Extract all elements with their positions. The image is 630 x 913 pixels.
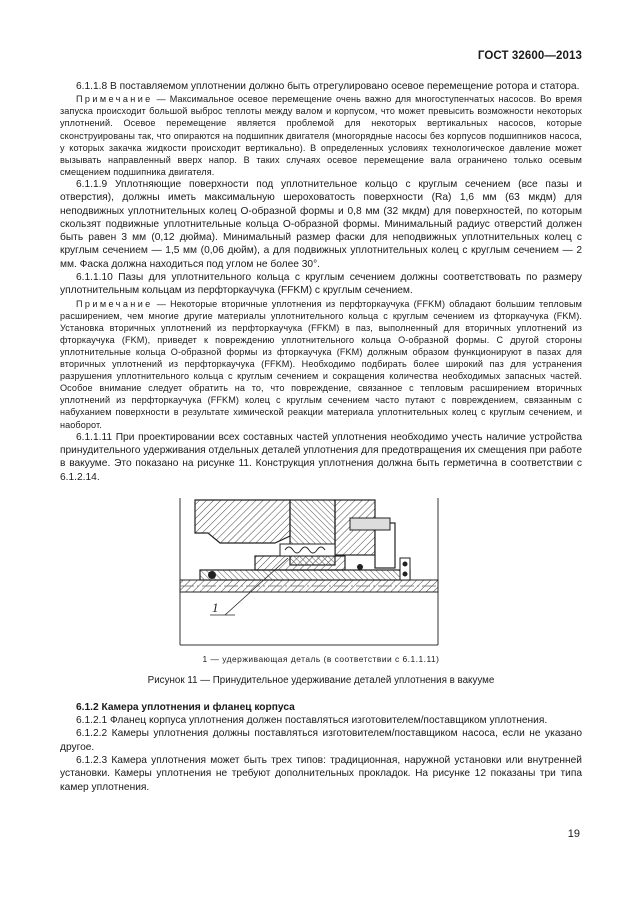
o-ring: [208, 571, 216, 579]
paragraph-6-1-1-11: 6.1.1.11 При проектировании всех составных частей уплотнения необходимо учесть наличие устройства принудительного удерживания отдельных деталей уплотнения для предотвращения их смещения при работе в вакууме. Это показано на рисунке 11. Конструкция уплотнения должна быть герметична в соответствии с 6.1.2.14.: [60, 431, 582, 483]
note-label: Примечание: [76, 94, 153, 105]
spring-holder: [280, 544, 335, 556]
figure-caption: Рисунок 11 — Принудительное удерживание деталей уплотнения в вакууме: [147, 674, 495, 686]
note-2: [60, 298, 582, 431]
paragraph-6-1-2-3: 6.1.2.3 Камера уплотнения может быть трех типов: традиционная, наружной установки или внутренней установки. Камеры уплотнения не требуют дополнительных прокладок. На рисунке 12 показаны три типа камер уплотнения.: [60, 755, 582, 793]
paragraph-6-1-1-9: 6.1.1.9 Уплотняющие поверхности под уплотнительное кольцо с круглым сечением (все пазы и отверстия), должны иметь максимальную шероховатость поверхности (Ra) 1,6 мм (63 мкдм) для неподвижных уплотнительных колец О-образной формы и 0,8 мм (32 мкдм) для поверхностей, по которым скользят подвижные уплотнительные кольца О-образной формы. Минимальный радиус отверстий должен быть равен 3 мм (0,12 дюйма). Минимальный размер фаски для неподвижных уплотнительных колец с круглым сечением — 1,5 мм (0,06 дюйм), а для подвижных уплотнительных колец с круглым сечением — 2 мм. Фаска должна находиться под углом не более 30°.: [60, 178, 582, 270]
rotating-ring: [255, 556, 345, 570]
page-number: 19: [567, 828, 580, 840]
document-body: [60, 80, 582, 794]
sleeve: [200, 570, 410, 580]
housing-block: [195, 500, 290, 543]
note-label: Примечание: [76, 298, 153, 309]
paragraph-6-1-2-1: 6.1.2.1 Фланец корпуса уплотнения должен поставляться изготовителем/поставщиком уплотнения.: [76, 715, 548, 727]
bolt: [350, 518, 390, 530]
seal-drawing: [60, 498, 582, 648]
set-screw: [400, 558, 410, 580]
section-heading-6-1-2: 6.1.2 Камера уплотнения и фланец корпуса: [76, 701, 295, 713]
note-text: — Некоторые вторичные уплотнения из перфторкаучука (FFKM) обладают большим тепловым расширением, чем многие другие материалы уплотнительного кольца с круглым сечением из фторкаучука (FKM). Установка вторичных уплотнений из перфторкаучука (FFKM) в паз, выполненный для вторичных уплотнений из фторкаучука (FKM), приведет к повреждению уплотнительного кольца О-образной формы. С другой стороны уплотнительные кольца О-образной формы из фторкаучука (FKM) должным образом функционируют в пазах для вторичных уплотнений из перфторкаучука (FFKM). Необходимо подбирать более широкий паз для устранения разрушения уплотнительного кольца с круглым сечением и сокращения количества необходимых запасных частей. Особое внимание следует обратить на то, что повреждение, связанное с тепловым расширением вторичных уплотнений из перфторкаучука (FFKM) колец с круглым сечением часто путают с повреждением, связанным с набуханием поверхности в результате химической реакции материала уплотнительных колец с круглым сечением, и наоборот.: [60, 298, 582, 430]
document-header: ГОСТ 32600—2013: [477, 50, 582, 62]
o-ring: [357, 564, 363, 570]
paragraph-6-1-1-8: 6.1.1.8 В поставляемом уплотнении должно быть отрегулировано осевое перемещение ротора и статора.: [76, 81, 580, 92]
callout-1: 1: [212, 599, 219, 615]
figure-legend: 1 — удерживающая деталь (в соответствии с 6.1.1.11): [202, 653, 440, 664]
note-1: [60, 93, 582, 178]
figure-11: [60, 498, 582, 648]
paragraph-6-1-1-10: 6.1.1.10 Пазы для уплотнительного кольца с круглым сечением должны соответствовать по размеру уплотнительным кольцам из перфторкаучука (FFKM) с круглым сечением.: [60, 272, 582, 297]
note-text: — Максимальное осевое перемещение очень важно для многоступенчатых насосов. Во время запуска происходит большой выброс теплоты между валом и корпусом, что может превысить возможности некоторых уплотнений. Осевое перемещение является проблемой для некоторых вертикальных насосов, которые сконструированы так, что опираются на подшипник двигателя (многорядные насосы без корпусов подшипников насоса, у которых закачка жидкости происходит вертикально). В определенных условиях технологическое давление может вызывать направленный вверх напор. В таких случаях осевое перемещение вала ограничено только осевым смещением подшипника двигателя.: [60, 94, 582, 177]
paragraph-6-1-2-2: 6.1.2.2 Камеры уплотнения должны поставляться изготовителем/поставщиком насоса, если не указано другое.: [60, 728, 582, 753]
